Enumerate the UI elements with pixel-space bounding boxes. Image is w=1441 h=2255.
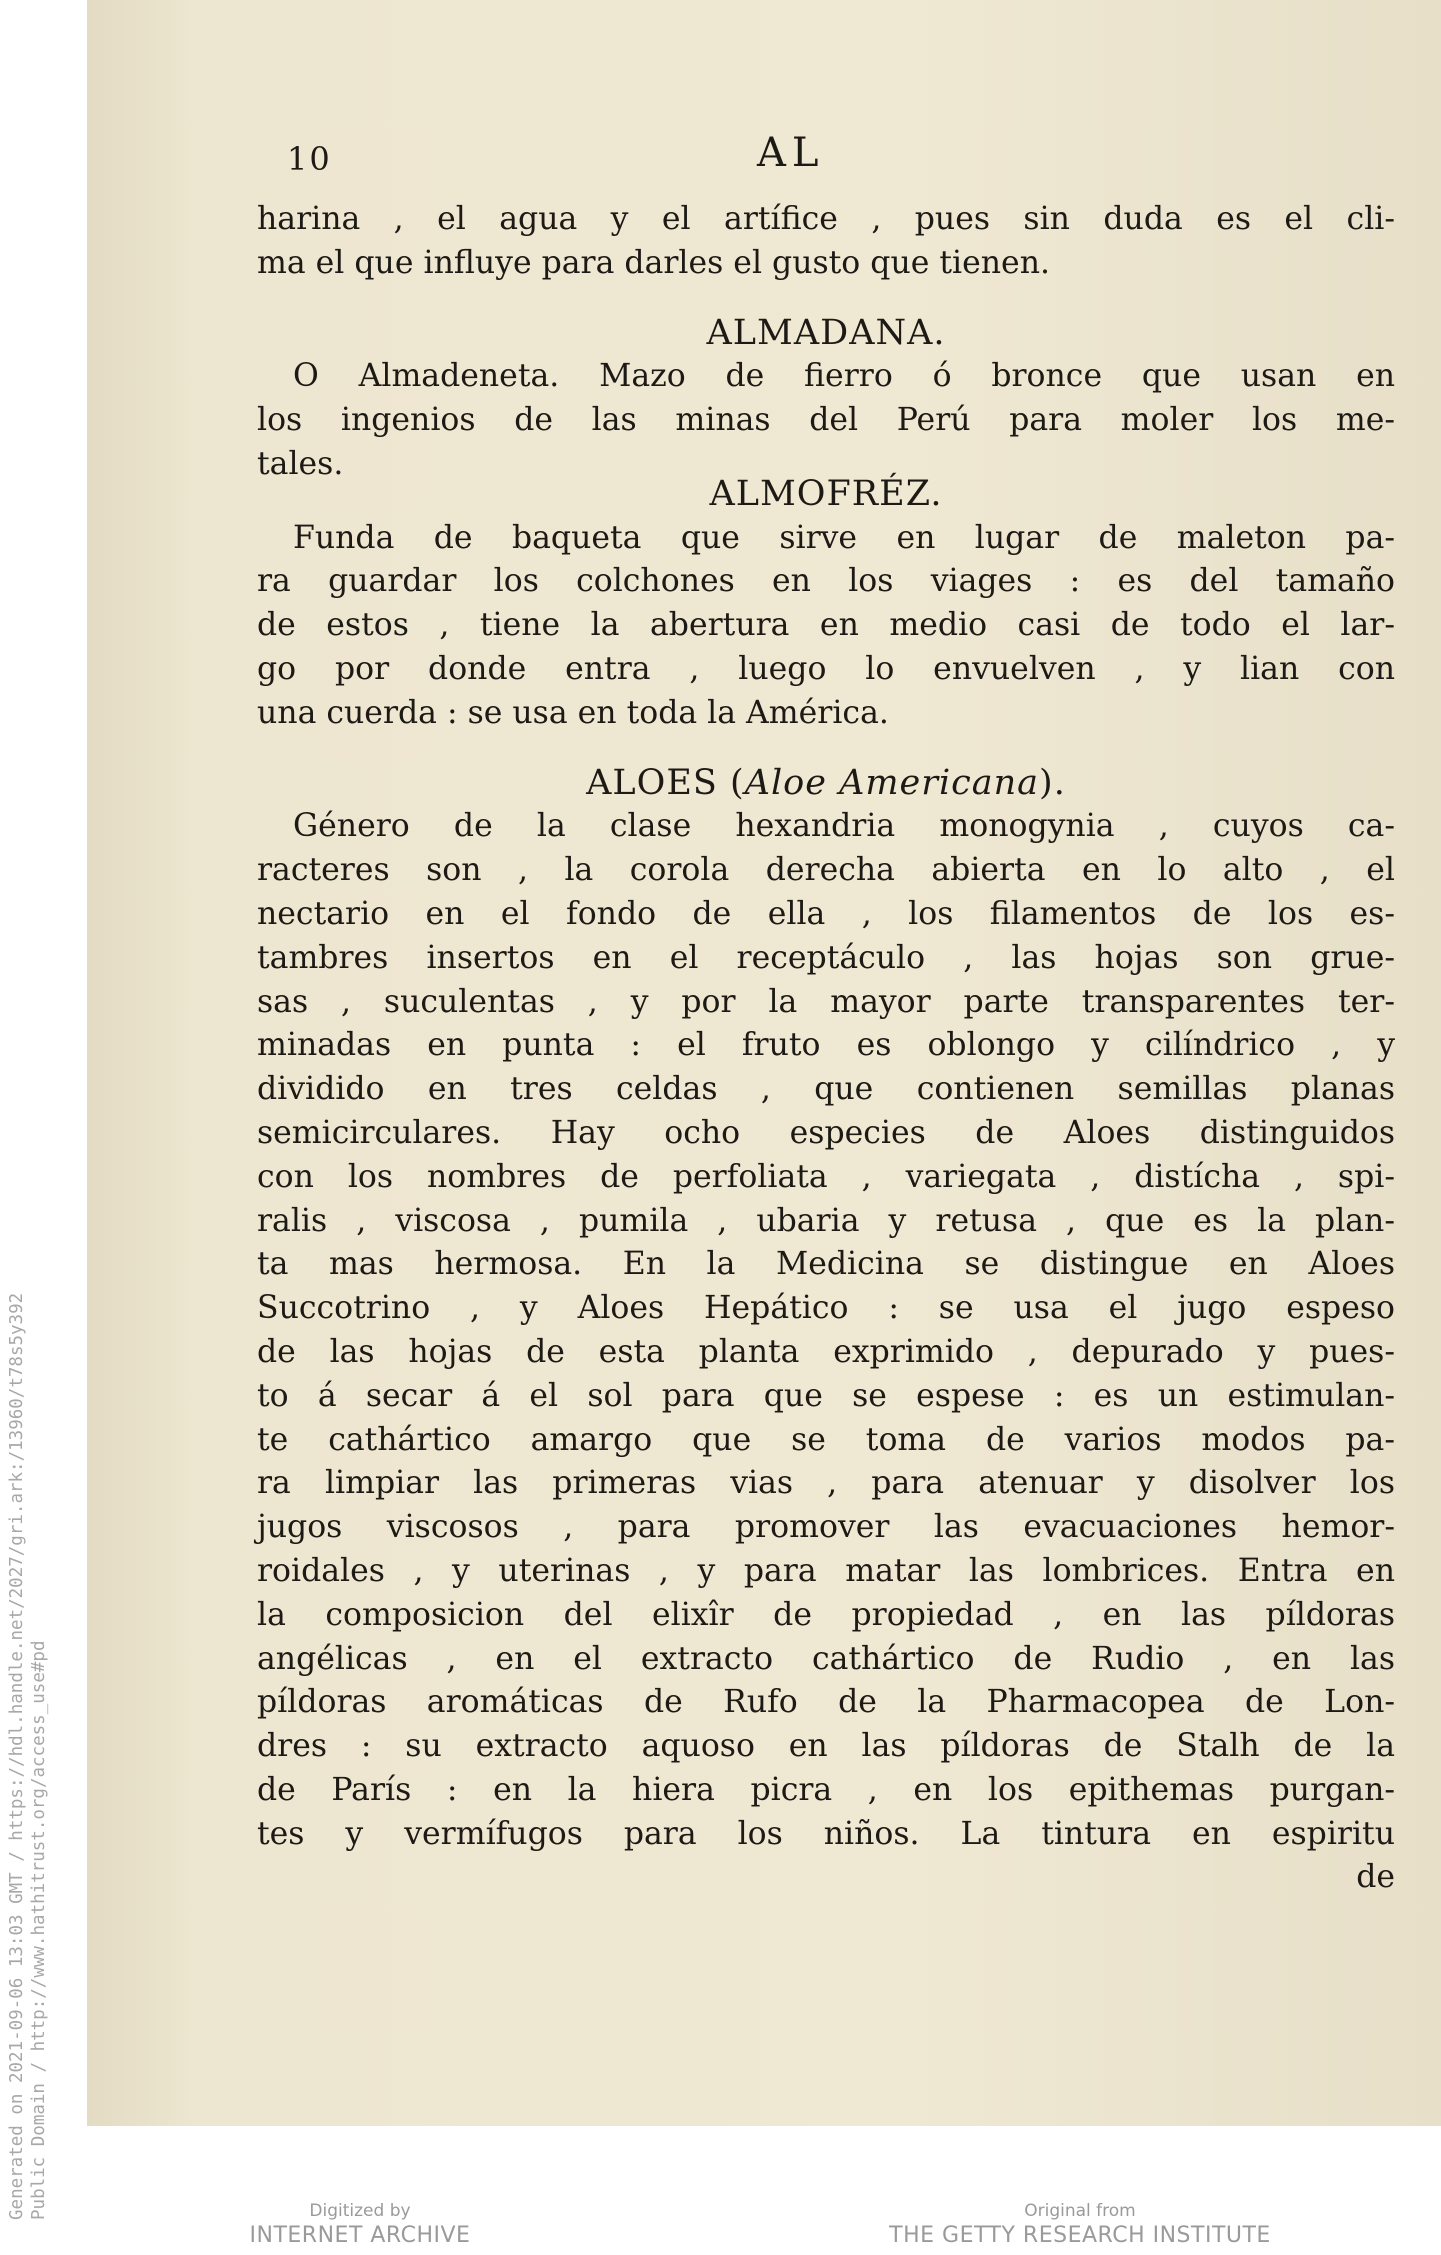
text-line: ra guardar los colchones en los viages : es del tamaño <box>257 563 1395 600</box>
text-line: de París : en la hiera picra , en los epithemas purgan- <box>257 1771 1395 1808</box>
entry-title-aloes <box>257 762 1395 806</box>
text-line: los ingenios de las minas del Perú para moler los me- <box>257 402 1395 439</box>
license-line: Public Domain / http://www.hathitrust.org/access_use#pd <box>29 1640 49 2220</box>
text-line: píldoras aromáticas de Rufo de la Pharmacopea de Lon- <box>257 1684 1395 1721</box>
text-line: nectario en el fondo de ella , los filamentos de los es- <box>257 895 1395 932</box>
entry-title-almadana: ALMADANA. <box>706 312 946 353</box>
original-from-credit <box>880 2200 1280 2250</box>
text-line: harina , el agua y el artífice , pues sin duda es el cli- <box>257 201 1395 237</box>
text-line: de estos , tiene la abertura en medio casi de todo el lar- <box>257 607 1395 644</box>
text-line: tales. <box>257 445 344 482</box>
text-line: semicirculares. Hay ocho especies de Aloes distinguidos <box>257 1114 1395 1151</box>
text-line: dividido en tres celdas , que contienen semillas planas <box>257 1071 1395 1108</box>
text-line: angélicas , en el extracto cathártico de Rudio , en las <box>257 1640 1395 1677</box>
text-line: sas , suculentas , y por la mayor parte transparentes ter- <box>257 983 1395 1020</box>
generation-line: Generated on 2021-09-06 13:03 GMT / https://hdl.handle.net/2027/gri.ark:/13960/t78s5y392 <box>7 1292 27 2220</box>
text-line: tambres insertos en el receptáculo , las hojas son grue- <box>257 939 1395 976</box>
text-line: go por donde entra , luego lo envuelven , y lian con <box>257 650 1395 687</box>
text-line: de las hojas de esta planta exprimido , depurado y pues- <box>257 1333 1395 1370</box>
running-head: AL <box>757 130 825 176</box>
text-line: racteres son , la corola derecha abierta en lo alto , el <box>257 852 1395 889</box>
text-line: tes y vermífugos para los niños. La tintura en espiritu <box>257 1815 1395 1852</box>
internet-archive-name: INTERNET ARCHIVE <box>249 2223 471 2248</box>
catchword: de <box>1356 1859 1395 1896</box>
digitized-by-label: Digitized by <box>309 2201 411 2221</box>
entry-title-almofrez: ALMOFRÉZ. <box>709 473 943 514</box>
original-from-label: Original from <box>1024 2201 1136 2221</box>
page-header <box>87 130 1441 190</box>
text-line: ra limpiar las primeras vias , para atenuar y disolver los <box>257 1465 1395 1502</box>
entry-title-main: ALOES ( <box>586 762 745 803</box>
text-line: Funda de baqueta que sirve en lugar de maleton pa- <box>293 519 1395 556</box>
text-line: la composicion del elixîr de propiedad , en las píldoras <box>257 1596 1395 1633</box>
text-line: to á secar á el sol para que se espese : es un estimulan- <box>257 1377 1395 1414</box>
text-line: ralis , viscosa , pumila , ubaria y retusa , que es la plan- <box>257 1202 1395 1239</box>
text-line: ta mas hermosa. En la Medicina se distingue en Aloes <box>257 1246 1395 1283</box>
entry-title-species: Aloe Americana <box>744 762 1040 803</box>
text-line: jugos viscosos , para promover las evacuaciones hemor- <box>257 1509 1395 1546</box>
page-number: 10 <box>287 140 332 178</box>
digitized-by-credit <box>240 2200 480 2250</box>
text-line: te cathártico amargo que se toma de varios modos pa- <box>257 1421 1395 1458</box>
text-line: O Almadeneta. Mazo de fierro ó bronce que usan en <box>293 358 1395 395</box>
getty-institute-name: THE GETTY RESEARCH INSTITUTE <box>889 2223 1271 2248</box>
text-line: una cuerda : se usa en toda la América. <box>257 694 889 731</box>
text-line: roidales , y uterinas , y para matar las lombrices. Entra en <box>257 1552 1395 1589</box>
entry-title-end: ). <box>1039 762 1066 803</box>
generation-watermark <box>6 1293 50 2220</box>
text-line: Succotrino , y Aloes Hepático : se usa el jugo espeso <box>257 1290 1395 1327</box>
text-line: minadas en punta : el fruto es oblongo y cilíndrico , y <box>257 1027 1395 1064</box>
text-line: Género de la clase hexandria monogynia , cuyos ca- <box>293 808 1395 845</box>
text-line: dres : su extracto aquoso en las píldoras de Stalh de la <box>257 1728 1395 1765</box>
text-line: ma el que influye para darles el gusto que tienen. <box>257 244 1050 281</box>
text-line: con los nombres de perfoliata , variegata , distícha , spi- <box>257 1158 1395 1195</box>
scanned-page <box>87 0 1441 2126</box>
body-text <box>257 198 1395 1900</box>
